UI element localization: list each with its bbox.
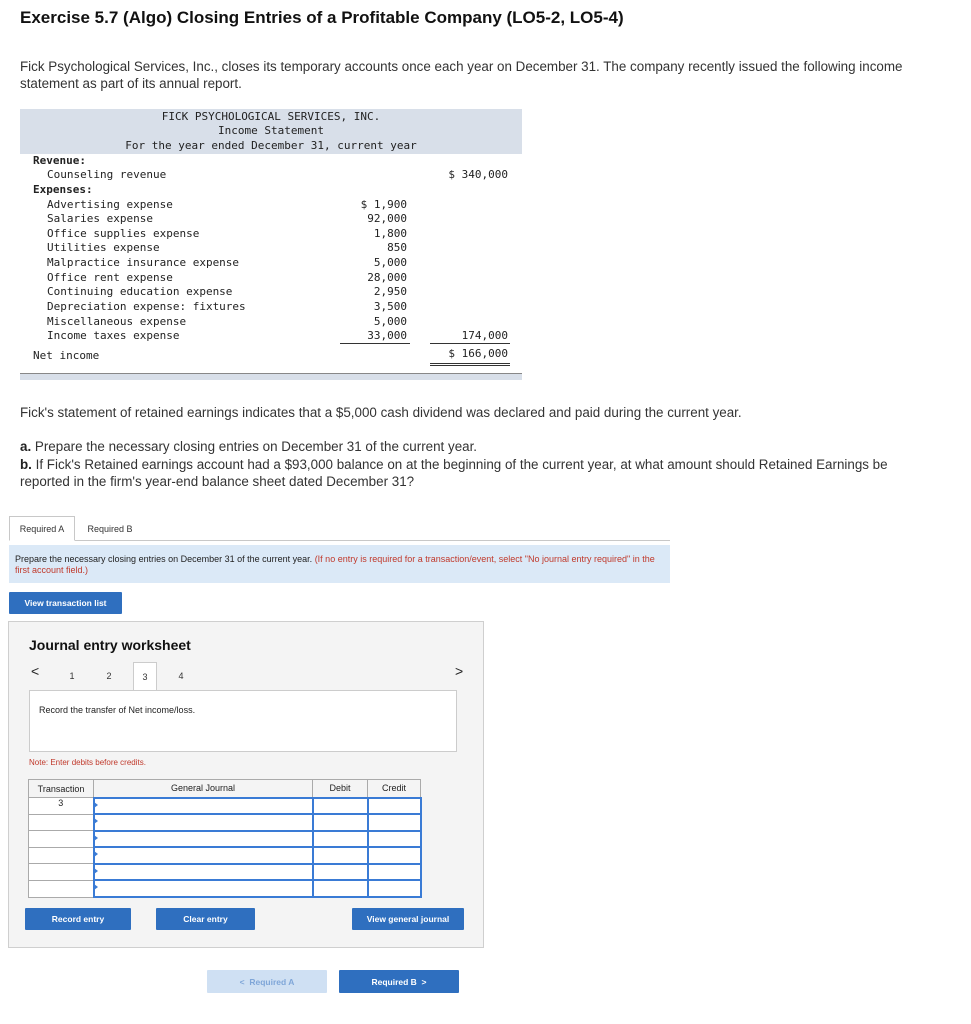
- prev-required-label: Required A: [249, 976, 295, 987]
- step-4[interactable]: 4: [178, 671, 184, 681]
- chevron-left-icon: <: [239, 976, 250, 987]
- next-required-label: Required B: [371, 976, 417, 987]
- table-row: [29, 814, 421, 831]
- tab-required-b[interactable]: Required B: [77, 516, 143, 541]
- credit-field[interactable]: [368, 880, 421, 897]
- expense-label: Advertising expense: [47, 198, 173, 211]
- revenue-amount: $ 340,000: [448, 168, 508, 181]
- expense-amount: 28,000: [367, 271, 407, 284]
- part-b-text: If Fick's Retained earnings account had a $93,000 balance on at the beginning of the current year, at what amount should Retained Earnings be reported in the firm's year-end balance sheet dated December 31?: [20, 457, 888, 489]
- expense-label: Continuing education expense: [47, 285, 233, 298]
- col-general-journal: General Journal: [94, 780, 313, 798]
- table-row: [29, 880, 421, 897]
- part-b-label: b.: [20, 457, 32, 472]
- chevron-right-icon: >: [416, 976, 427, 987]
- debit-field[interactable]: [313, 814, 368, 831]
- account-field[interactable]: [94, 847, 313, 864]
- expense-label: Malpractice insurance expense: [47, 256, 240, 269]
- transaction-cell: [29, 814, 94, 831]
- part-b: [20, 456, 940, 490]
- debit-field[interactable]: [313, 864, 368, 881]
- credit-field[interactable]: [368, 814, 421, 831]
- expense-label: Depreciation expense: fixtures: [47, 300, 246, 313]
- col-debit: Debit: [313, 780, 368, 798]
- statement-name: Income Statement: [218, 124, 324, 137]
- credit-field[interactable]: [368, 831, 421, 848]
- expense-label: Income taxes expense: [47, 329, 180, 342]
- instruction-note: (If no entry is required for a transaction/event, select "No journal entry required" in the first account field.): [15, 554, 655, 575]
- prev-required-button[interactable]: [207, 970, 327, 993]
- expense-label: Office supplies expense: [47, 227, 200, 240]
- expense-label: Utilities expense: [47, 241, 160, 254]
- next-step-icon[interactable]: >: [455, 663, 464, 679]
- expense-amount: 5,000: [373, 315, 407, 328]
- tab-baseline: [75, 540, 670, 541]
- clear-entry-button[interactable]: Clear entry: [156, 908, 255, 930]
- transaction-number: 3: [29, 798, 94, 815]
- worksheet-title: Journal entry worksheet: [29, 637, 191, 653]
- view-transaction-list-button[interactable]: View transaction list: [9, 592, 122, 614]
- caret-right-icon: [94, 884, 98, 890]
- step-instruction-box: [29, 690, 457, 752]
- revenue-item: Counseling revenue: [47, 168, 167, 181]
- step-2[interactable]: 2: [106, 671, 112, 681]
- credit-field[interactable]: [368, 798, 421, 815]
- expense-amount: 33,000: [340, 329, 410, 344]
- account-field[interactable]: [94, 831, 313, 848]
- transaction-cell: [29, 847, 94, 864]
- debit-credit-note: Note: Enter debits before credits.: [29, 758, 146, 767]
- part-a: [20, 438, 940, 455]
- account-field[interactable]: [94, 798, 313, 815]
- next-required-button[interactable]: [339, 970, 459, 993]
- statement-header: [20, 109, 522, 154]
- expenses-heading: Expenses:: [33, 183, 93, 196]
- account-field[interactable]: [94, 814, 313, 831]
- total-expenses: 174,000: [430, 329, 510, 344]
- step-1[interactable]: 1: [69, 671, 75, 681]
- double-underline: [430, 363, 510, 366]
- view-general-journal-button[interactable]: View general journal: [352, 908, 464, 930]
- intro-text: Fick Psychological Services, Inc., closes its temporary accounts once each year on December 31. The company recently issued the following income statement as part of its annual report.: [20, 59, 903, 91]
- transaction-cell: [29, 831, 94, 848]
- debit-field[interactable]: [313, 798, 368, 815]
- credit-field[interactable]: [368, 847, 421, 864]
- instruction-banner: [9, 545, 670, 583]
- tab-required-a[interactable]: Required A: [9, 516, 75, 541]
- expense-amount: 92,000: [367, 212, 407, 225]
- table-row: [29, 847, 421, 864]
- caret-right-icon: [94, 868, 98, 874]
- expense-amount: 2,950: [373, 285, 407, 298]
- expense-label: Miscellaneous expense: [47, 315, 187, 328]
- part-a-label: a.: [20, 439, 32, 454]
- caret-right-icon: [94, 851, 98, 857]
- caret-right-icon: [94, 835, 98, 841]
- expense-label: Salaries expense: [47, 212, 153, 225]
- expense-amount: 5,000: [373, 256, 407, 269]
- expense-amount: 3,500: [373, 300, 407, 313]
- prev-step-icon[interactable]: <: [31, 663, 40, 679]
- part-a-text: Prepare the necessary closing entries on December 31 of the current year.: [34, 439, 478, 454]
- journal-table: [28, 779, 422, 898]
- income-statement: [20, 109, 522, 380]
- expense-amount: 1,800: [373, 227, 407, 240]
- dividend-text: Fick's statement of retained earnings indicates that a $5,000 cash dividend was declared and paid during the current year.: [20, 405, 742, 420]
- caret-right-icon: [94, 818, 98, 824]
- table-row: [29, 831, 421, 848]
- account-field[interactable]: [94, 880, 313, 897]
- col-credit: Credit: [368, 780, 421, 798]
- record-entry-button[interactable]: Record entry: [25, 908, 131, 930]
- net-income-label: Net income: [33, 349, 100, 362]
- debit-field[interactable]: [313, 880, 368, 897]
- caret-right-icon: [94, 802, 98, 808]
- transaction-cell: [29, 864, 94, 881]
- debit-field[interactable]: [313, 831, 368, 848]
- table-row: [29, 798, 421, 815]
- page-title: Exercise 5.7 (Algo) Closing Entries of a Profitable Company (LO5-2, LO5-4): [20, 8, 624, 27]
- company-name: FICK PSYCHOLOGICAL SERVICES, INC.: [161, 110, 381, 123]
- credit-field[interactable]: [368, 864, 421, 881]
- revenue-heading: Revenue:: [33, 154, 86, 167]
- net-income-amount: $ 166,000: [448, 347, 508, 360]
- step-instruction: Record the transfer of Net income/loss.: [39, 705, 196, 715]
- expense-amount: $ 1,900: [360, 198, 407, 211]
- journal-entry-worksheet: [8, 621, 484, 948]
- step-3[interactable]: 3: [133, 662, 157, 690]
- table-row: [29, 864, 421, 881]
- debit-field[interactable]: [313, 847, 368, 864]
- col-transaction: Transaction: [29, 780, 94, 798]
- expense-amount: 850: [387, 241, 407, 254]
- statement-footer: [20, 373, 522, 380]
- expense-label: Office rent expense: [47, 271, 173, 284]
- statement-period: For the year ended December 31, current year: [125, 139, 417, 152]
- instruction-text: Prepare the necessary closing entries on December 31 of the current year.: [15, 554, 313, 564]
- account-field[interactable]: [94, 864, 313, 881]
- transaction-cell: [29, 880, 94, 897]
